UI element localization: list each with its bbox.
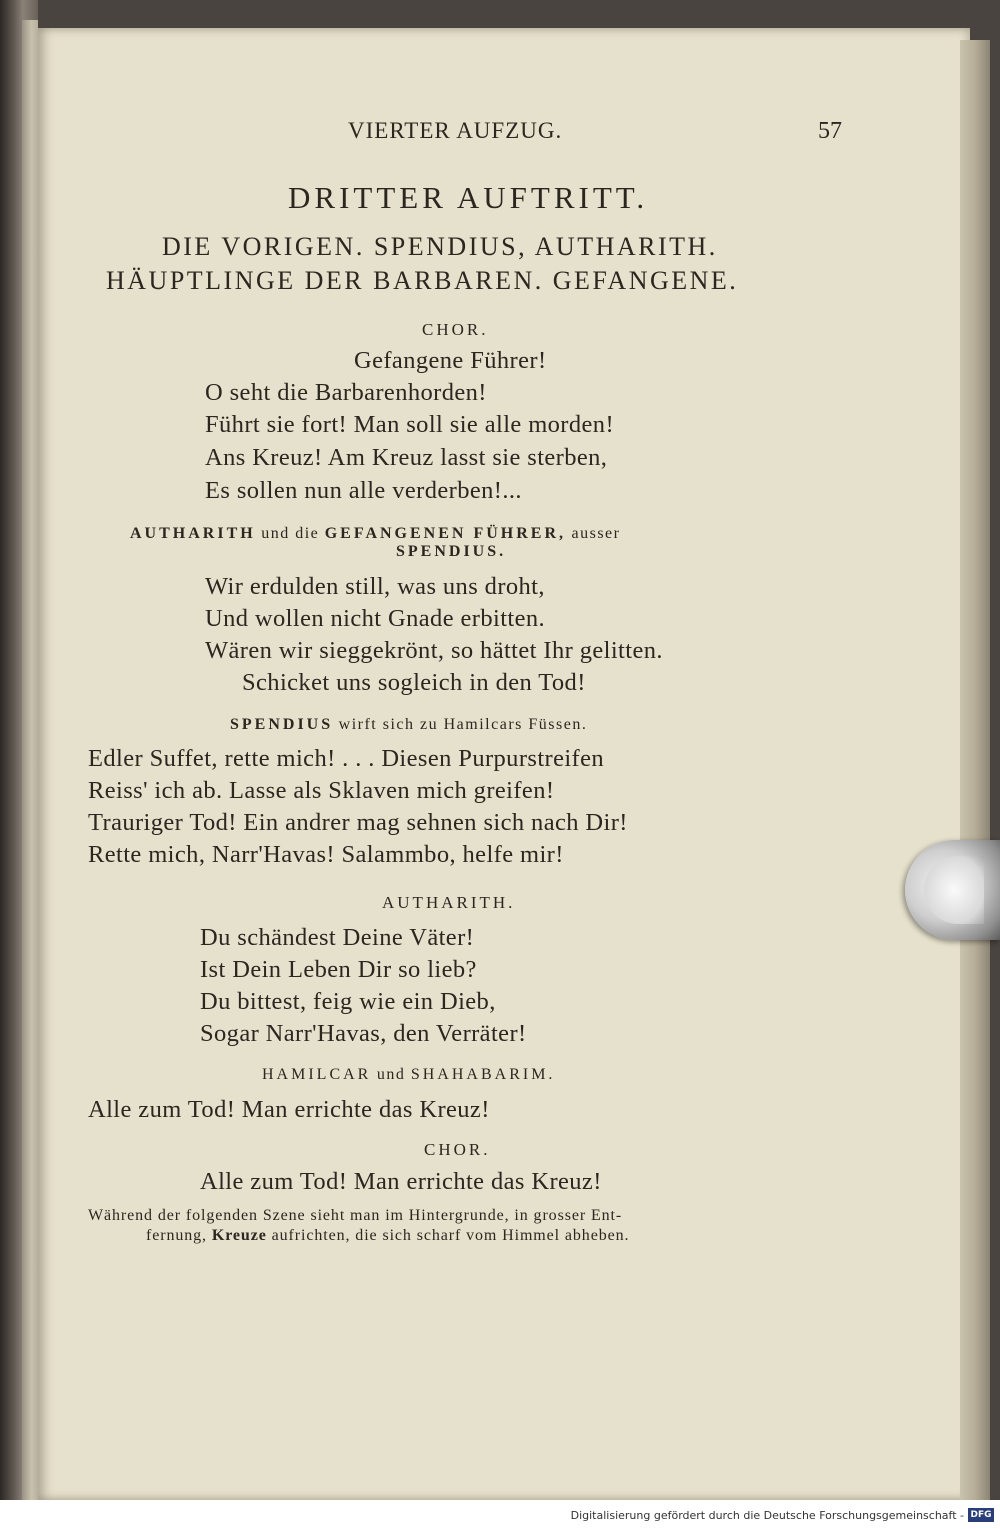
speaker-spendius-excluded [396,543,506,561]
page-number: 57 [818,118,842,144]
verse-line: Schicket uns sogleich in den Tod! [242,669,586,696]
verse-line: Ans Kreuz! Am Kreuz lasst sie sterben, [205,444,608,471]
verse-line: Du schändest Deine Väter! [200,924,475,951]
speaker-name: HAMILCAR [262,1066,372,1083]
speaker-hamilcar-shahabarim [262,1066,555,1084]
speaker-name: SPENDIUS [230,716,334,733]
stage-text: aufrichten, die sich scharf vom Himmel abheben. [271,1227,630,1244]
speaker-join: und [376,1066,406,1083]
scene-title: DRITTER AUFTRITT. [288,180,649,215]
verse-line: Alle zum Tod! Man errichte das Kreuz! [88,1096,490,1123]
speaker-autharith: AUTHARITH. [382,893,516,912]
page-clip-hole [924,856,984,924]
verse-line: Trauriger Tod! Ein andrer mag sehnen sich nach Dir! [88,809,628,836]
verse-line: Reiss' ich ab. Lasse als Sklaven mich greifen! [88,777,555,804]
verse-line: Führt sie fort! Man soll sie alle morden! [205,411,614,438]
footer-credit: Digitalisierung gefördert durch die Deutsche Forschungsgemeinschaft - [570,1509,964,1522]
dfg-logo: DFG [968,1508,994,1522]
verse-line: Sogar Narr'Havas, den Verräter! [200,1020,527,1047]
speaker-name: AUTHARITH [130,525,256,542]
speaker-name: SPENDIUS. [396,543,507,560]
stage-text-bold: Kreuze [211,1227,267,1244]
speaker-autharith-fuehrer [130,525,620,543]
speaker-except: ausser [571,525,621,542]
verse-line: Du bittest, feig wie ein Dieb, [200,988,496,1015]
speaker-join: und die [261,525,320,542]
verse-line: O seht die Barbarenhorden! [205,379,487,406]
page-edge-left [22,20,38,1500]
speaker-name: GEFANGENEN FÜHRER, [324,525,566,542]
stage-direction-line-2 [146,1227,629,1245]
verse-line: Es sollen nun alle verderben!... [205,477,522,504]
stage-text: fernung, [146,1227,207,1244]
speaker-name: SHAHABARIM. [410,1066,556,1083]
speaker-chor-2: CHOR. [424,1140,491,1159]
running-title: VIERTER AUFZUG. [348,118,563,143]
cast-line-1: DIE VORIGEN. SPENDIUS, AUTHARITH. [162,232,718,261]
speaker-spendius [230,716,587,734]
verse-line: Und wollen nicht Gnade erbitten. [205,605,546,632]
stage-direction-line-1 [88,1207,622,1225]
verse-line: Wir erdulden still, was uns droht, [205,573,545,600]
page-edge-right [960,40,990,1500]
verse-line: Wären wir sieggekrönt, so hättet Ihr gelitten. [205,637,663,664]
speaker-chor-1: CHOR. [422,320,489,339]
verse-line: Alle zum Tod! Man errichte das Kreuz! [200,1168,602,1195]
stage-direction: wirft sich zu Hamilcars Füssen. [338,716,588,733]
verse-line: Ist Dein Leben Dir so lieb? [200,956,477,983]
stage-text: Während der folgenden Szene sieht man im Hintergrunde, in grosser Ent- [88,1207,623,1224]
cast-line-2: HÄUPTLINGE DER BARBAREN. GEFANGENE. [106,266,739,295]
verse-line: Rette mich, Narr'Havas! Salammbo, helfe mir! [88,841,564,868]
verse-line: Gefangene Führer! [354,347,547,374]
verse-line: Edler Suffet, rette mich! . . . Diesen Purpurstreifen [88,745,605,772]
